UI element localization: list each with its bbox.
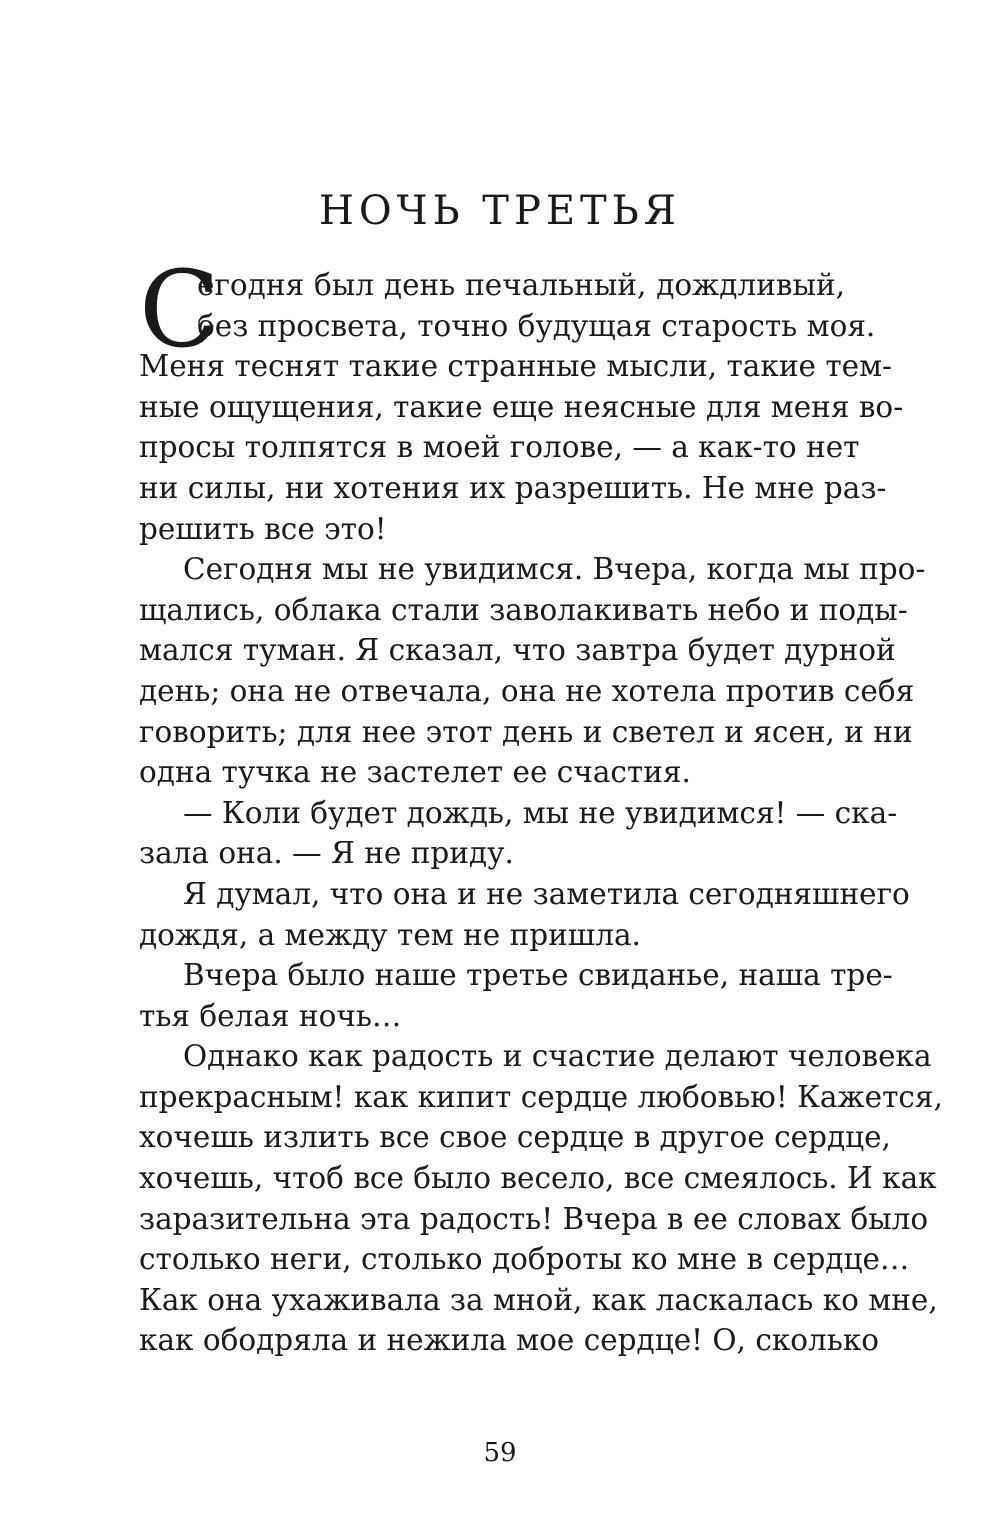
text-line: прекрасным! как кипит сердце любовью! Кажется, [139, 1079, 943, 1114]
text-line: тья белая ночь… [139, 998, 402, 1033]
text-line: Как она ухаживала за мной, как ласкалась ко мне, [139, 1282, 938, 1317]
text-line: Я думал, что она и не заметила сегодняшнего [183, 876, 910, 911]
text-line: Вчера было наше третье свиданье, наша тре- [183, 958, 893, 993]
drop-cap: С [139, 248, 221, 371]
text-line: Сегодня мы не увидимся. Вчера, когда мы про- [183, 552, 926, 587]
text-line: щались, облака стали заволакивать небо и поды- [139, 592, 908, 627]
text-line: ные ощущения, такие еще неясные для меня во- [139, 389, 904, 424]
page-number: 59 [483, 1438, 517, 1468]
text-line: зала она. — Я не приду. [139, 836, 514, 871]
body-text [139, 265, 943, 1361]
text-line: говорить; для нее этот день и светел и ясен, и ни [139, 714, 913, 749]
text-line: без просвета, точно будущая старость моя. [197, 308, 876, 343]
text-line: хочешь, чтоб все было весело, все смеялось. И как [139, 1161, 937, 1196]
text-line: ни силы, ни хотения их разрешить. Не мне раз- [139, 470, 887, 505]
chapter-title: НОЧЬ ТРЕТЬЯ [319, 188, 681, 234]
text-line: мался туман. Я сказал, что завтра будет дурной [139, 633, 896, 668]
text-line: решить все это! [139, 511, 387, 546]
text-line: дождя, а между тем не пришла. [139, 917, 641, 952]
text-line: день; она не отвечала, она не хотела против себя [139, 673, 915, 708]
text-line: Меня теснят такие странные мысли, такие тем- [139, 349, 893, 384]
text-line: как ободряла и нежила мое сердце! О, сколько [139, 1323, 880, 1358]
text-line: егодня был день печальный, дождливый, [197, 268, 845, 302]
text-line: хочешь излить все свое сердце в другое сердце, [139, 1120, 891, 1155]
text-line: просы толпятся в моей голове, — а как-то нет [139, 430, 860, 465]
text-line: — Коли будет дождь, мы не увидимся! — ска- [183, 795, 898, 830]
text-line: заразительна эта радость! Вчера в ее словах было [139, 1201, 929, 1236]
text-line: столько неги, столько доброты ко мне в сердце… [139, 1242, 910, 1277]
text-line: Однако как радость и счастие делают человека [183, 1039, 932, 1074]
text-line: одна тучка не застелет ее счастия. [139, 755, 691, 790]
